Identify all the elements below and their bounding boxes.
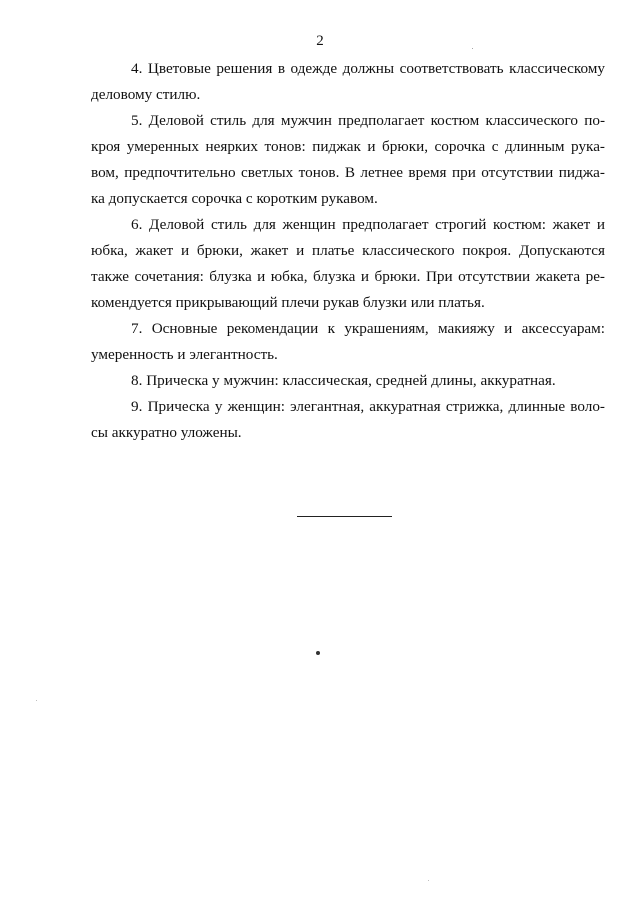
scan-speck	[428, 880, 429, 881]
scan-speck	[316, 651, 320, 655]
text-line: комендуется прикрывающий плечи рукав блузки или платья.	[91, 294, 485, 311]
text-line: 6. Деловой стиль для женщин предполагает строгий костюм: жакет и	[131, 216, 605, 233]
text-line: вом, предпочтительно светлых тонов. В летнее время при отсутствии пиджа-	[91, 164, 605, 181]
page-number: 2	[316, 33, 324, 49]
text-line: кроя умеренных неярких тонов: пиджак и брюки, сорочка с длинным рука-	[91, 138, 605, 155]
scan-speck	[472, 48, 473, 49]
text-line: 9. Прическа у женщин: элегантная, аккуратная стрижка, длинные воло-	[131, 398, 605, 415]
text-line: 4. Цветовые решения в одежде должны соответствовать классическому	[131, 60, 605, 77]
text-line: 5. Деловой стиль для мужчин предполагает костюм классического по-	[131, 112, 605, 129]
scan-speck	[36, 700, 37, 701]
text-line: сы аккуратно уложены.	[91, 424, 242, 441]
text-line: деловому стилю.	[91, 86, 201, 103]
text-line: ка допускается сорочка с коротким рукавом.	[91, 190, 378, 207]
end-separator-line	[297, 516, 392, 517]
text-line: 8. Прическа у мужчин: классическая, средней длины, аккуратная.	[131, 372, 556, 389]
text-line: 7. Основные рекомендации к украшениям, макияжу и аксессуарам:	[131, 320, 605, 337]
text-line: также сочетания: блузка и юбка, блузка и брюки. При отсутствии жакета ре-	[91, 268, 605, 285]
text-line: умеренность и элегантность.	[91, 346, 278, 363]
text-line: юбка, жакет и брюки, жакет и платье классического покроя. Допускаются	[91, 242, 605, 259]
